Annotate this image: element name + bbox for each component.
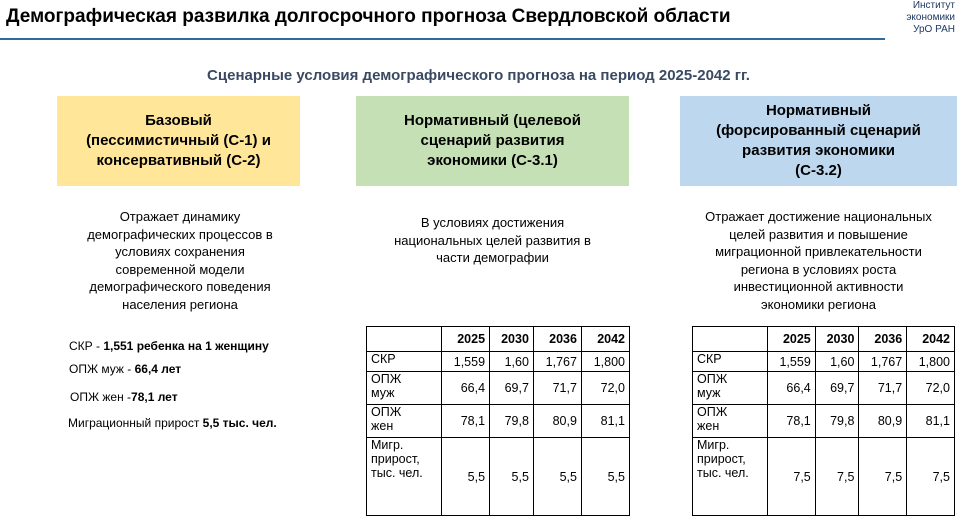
scenario-title-line: (С-3.2)	[795, 162, 842, 179]
description-line: демографического поведения	[89, 279, 271, 294]
row-label	[367, 405, 442, 438]
header-divider	[0, 38, 885, 40]
table-cell: 69,7	[490, 372, 534, 405]
year-header: 2030	[815, 327, 859, 352]
scenario-title-line: Нормативный (целевой	[404, 112, 581, 129]
scenario-title-line: сценарий развития	[420, 132, 565, 149]
table-cell: 5,5	[490, 438, 534, 516]
row-label	[367, 352, 442, 372]
table-cell: 80,9	[859, 405, 907, 438]
table-cell: 1,767	[533, 352, 581, 372]
description-line: В условиях достижения	[420, 215, 565, 230]
institute-line-2: экономики	[906, 12, 955, 23]
row-label-line: Мигр.	[697, 438, 730, 452]
table-cell: 66,4	[768, 372, 816, 405]
indicator-tfr	[69, 339, 269, 353]
indicator-life-expectancy-male	[69, 362, 181, 376]
row-label-line: прирост,	[697, 452, 746, 466]
table-cell: 7,5	[768, 438, 816, 516]
row-label	[693, 438, 768, 516]
indicator-life-expectancy-female	[70, 390, 178, 404]
table-cell: 72,0	[581, 372, 629, 405]
year-header: 2030	[490, 327, 534, 352]
row-label	[693, 372, 768, 405]
year-header: 2036	[859, 327, 907, 352]
row-label-line: СКР	[371, 352, 396, 366]
table-row	[693, 405, 955, 438]
year-header: 2036	[533, 327, 581, 352]
table-cell: 81,1	[581, 405, 629, 438]
description-line: национальных целей развития в	[394, 232, 591, 248]
table-corner-cell	[367, 327, 442, 352]
table-cell: 80,9	[533, 405, 581, 438]
table-cell: 69,7	[815, 372, 859, 405]
slide-subtitle: Сценарные условия демографического прогноза на период 2025-2042 гг.	[207, 67, 750, 84]
table-cell: 1,800	[907, 352, 955, 372]
institute-line-1: Институт	[912, 0, 955, 11]
table-cell: 79,8	[490, 405, 534, 438]
scenario-box-normative-forced	[680, 96, 957, 186]
table-row	[367, 352, 630, 372]
table-row	[693, 352, 955, 372]
institute-line-3: УрО РАН	[913, 24, 955, 35]
description-line: региона в условиях роста	[740, 261, 897, 277]
table-cell: 1,767	[859, 352, 907, 372]
scenario-title-line: Нормативный	[765, 102, 872, 119]
indicator-label: ОПЖ жен -	[70, 390, 132, 404]
row-label-line: тыс. чел.	[697, 466, 749, 480]
scenario-title-line: (пессимистичный (С-1) и	[86, 132, 271, 149]
table-cell: 5,5	[581, 438, 629, 516]
institute-logo-text	[885, 0, 955, 36]
row-label-line: ОПЖ	[371, 405, 402, 419]
indicator-value: 66,4 лет	[134, 362, 182, 376]
scenario-title-line: (форсированный сценарий	[716, 122, 921, 139]
scenario-description-normative-target	[356, 214, 629, 267]
table-cell: 7,5	[859, 438, 907, 516]
table-header-row	[693, 327, 955, 352]
table-cell: 5,5	[442, 438, 490, 516]
table-cell: 7,5	[815, 438, 859, 516]
table-row	[693, 438, 955, 516]
scenario-box-normative-target	[356, 96, 629, 186]
row-label	[693, 405, 768, 438]
description-line: инвестиционной активности	[733, 279, 904, 294]
row-label-line: жен	[371, 419, 394, 433]
row-label	[367, 438, 442, 516]
indicator-label: СКР -	[69, 339, 104, 353]
description-line: экономики региона	[761, 296, 876, 312]
table-cell: 1,60	[815, 352, 859, 372]
row-label-line: Мигр.	[371, 438, 404, 452]
table-cell: 66,4	[442, 372, 490, 405]
table-cell: 71,7	[533, 372, 581, 405]
year-header: 2042	[581, 327, 629, 352]
indicator-migration	[68, 416, 277, 430]
description-line: Отражает достижение национальных	[705, 209, 932, 224]
table-cell: 1,60	[490, 352, 534, 372]
table-row	[367, 438, 630, 516]
description-line: демографических процессов в	[87, 226, 273, 242]
row-label	[693, 352, 768, 372]
indicator-value: 5,5 тыс. чел.	[202, 416, 277, 430]
table-cell: 1,559	[768, 352, 816, 372]
indicator-label: Миграционный прирост	[68, 416, 203, 430]
row-label-line: СКР	[697, 352, 722, 366]
row-label-line: ОПЖ	[697, 405, 728, 419]
scenario-title-line: развития экономики	[742, 142, 895, 159]
description-line: условиях сохранения	[115, 244, 245, 259]
indicator-value: 78,1 лет	[131, 390, 178, 404]
scenario-box-base	[57, 96, 300, 186]
forecast-table-c32	[692, 326, 955, 516]
scenario-title-line: Базовый	[145, 112, 212, 129]
description-line: современной модели	[115, 261, 245, 277]
table-cell: 78,1	[442, 405, 490, 438]
description-line: части демографии	[436, 250, 549, 265]
table-cell: 71,7	[859, 372, 907, 405]
row-label-line: муж	[371, 386, 395, 400]
table-cell: 78,1	[768, 405, 816, 438]
table-row	[367, 372, 630, 405]
table-cell: 72,0	[907, 372, 955, 405]
row-label-line: ОПЖ	[697, 372, 728, 386]
row-label-line: жен	[697, 419, 720, 433]
table-cell: 1,800	[581, 352, 629, 372]
table-header-row	[367, 327, 630, 352]
description-line: миграционной привлекательности	[715, 244, 922, 259]
row-label-line: ОПЖ	[371, 372, 402, 386]
table-corner-cell	[693, 327, 768, 352]
year-header: 2042	[907, 327, 955, 352]
year-header: 2025	[768, 327, 816, 352]
row-label-line: муж	[697, 386, 721, 400]
scenario-description-base	[60, 208, 300, 313]
row-label-line: прирост,	[371, 452, 420, 466]
page-title: Демографическая развилка долгосрочного прогноза Свердловской области	[6, 6, 731, 27]
scenario-title-line: экономики (С-3.1)	[427, 152, 558, 169]
table-row	[693, 372, 955, 405]
row-label	[367, 372, 442, 405]
table-row	[367, 405, 630, 438]
year-header: 2025	[442, 327, 490, 352]
indicator-value: 1,551 ребенка на 1 женщину	[103, 339, 269, 353]
scenario-title-line: консервативный (С-2)	[96, 152, 261, 169]
description-line: Отражает динамику	[119, 209, 241, 224]
table-cell: 1,559	[442, 352, 490, 372]
description-line: населения региона	[122, 296, 238, 312]
scenario-description-normative-forced	[680, 208, 957, 313]
description-line: целей развития и повышение	[729, 226, 908, 242]
table-cell: 81,1	[907, 405, 955, 438]
row-label-line: тыс. чел.	[371, 466, 423, 480]
table-cell: 7,5	[907, 438, 955, 516]
forecast-table-c31	[366, 326, 630, 516]
table-cell: 5,5	[533, 438, 581, 516]
table-cell: 79,8	[815, 405, 859, 438]
indicator-label: ОПЖ муж -	[69, 362, 135, 376]
